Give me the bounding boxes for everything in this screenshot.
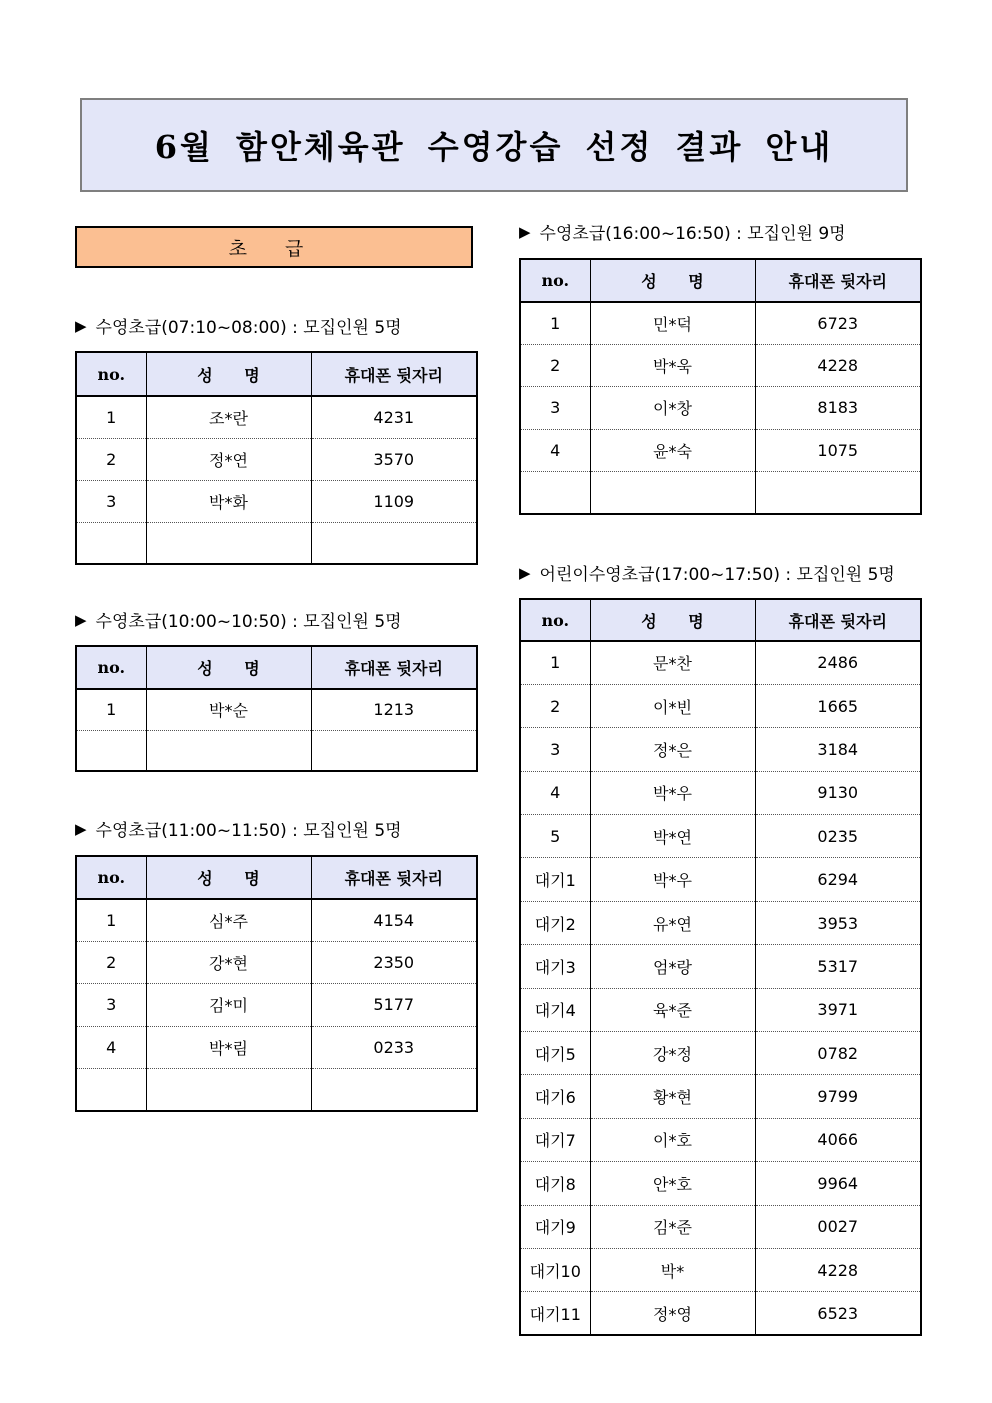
table-row	[76, 480, 477, 522]
header-no: no.	[76, 352, 146, 396]
cell-no: 1	[76, 689, 146, 730]
cell-no	[76, 1069, 146, 1111]
cell-name: 강*현	[146, 941, 311, 983]
cell-name: 박*	[590, 1248, 755, 1291]
cell-phone: 0027	[755, 1205, 921, 1248]
triangle-bullet-icon: ▶	[75, 610, 87, 629]
cell-phone: 9130	[755, 771, 921, 814]
roster-table	[519, 598, 922, 1336]
class-heading-text: 수영초급(11:00~11:50) : 모집인원 5명	[95, 821, 402, 841]
cell-no: 대기9	[520, 1205, 590, 1248]
cell-name: 박*순	[146, 689, 311, 730]
cell-name: 박*욱	[590, 344, 755, 386]
header-name: 성 명	[590, 599, 755, 641]
cell-phone: 6294	[755, 858, 921, 901]
table-row	[520, 945, 921, 988]
cell-name: 이*빈	[590, 684, 755, 727]
cell-phone: 4231	[311, 396, 477, 438]
cell-no: 3	[76, 984, 146, 1026]
triangle-bullet-icon: ▶	[75, 819, 87, 838]
class-heading	[75, 607, 402, 632]
cell-no: 대기7	[520, 1118, 590, 1161]
header-no: no.	[76, 646, 146, 689]
cell-no: 대기8	[520, 1162, 590, 1205]
cell-name: 박*우	[590, 858, 755, 901]
table-row	[520, 472, 921, 514]
class-heading	[75, 816, 402, 841]
table-row	[76, 438, 477, 480]
cell-phone: 0233	[311, 1026, 477, 1068]
table-row	[520, 771, 921, 814]
cell-phone: 9799	[755, 1075, 921, 1118]
table-header-row	[76, 646, 477, 689]
cell-phone: 3570	[311, 438, 477, 480]
cell-name: 박*연	[590, 815, 755, 858]
cell-name: 민*덕	[590, 302, 755, 344]
header-name: 성 명	[146, 352, 311, 396]
cell-name: 이*창	[590, 387, 755, 429]
cell-phone: 0782	[755, 1032, 921, 1075]
header-no: no.	[76, 856, 146, 899]
title-box	[80, 98, 908, 192]
header-phone: 휴대폰 뒷자리	[755, 259, 921, 302]
header-phone: 휴대폰 뒷자리	[311, 352, 477, 396]
cell-phone	[311, 730, 477, 771]
class-heading	[519, 219, 846, 244]
cell-phone: 8183	[755, 387, 921, 429]
cell-no	[520, 472, 590, 514]
cell-name: 정*영	[590, 1292, 755, 1335]
table-row	[76, 689, 477, 730]
table-row	[76, 522, 477, 564]
cell-phone: 1213	[311, 689, 477, 730]
class-heading-text: 수영초급(10:00~10:50) : 모집인원 5명	[95, 612, 402, 632]
cell-name: 윤*숙	[590, 429, 755, 471]
header-phone: 휴대폰 뒷자리	[311, 646, 477, 689]
cell-no: 4	[76, 1026, 146, 1068]
cell-no: 1	[76, 396, 146, 438]
table-row	[520, 1205, 921, 1248]
page-title: 6월 함안체육관 수영강습 선정 결과 안내	[154, 128, 834, 166]
header-phone: 휴대폰 뒷자리	[755, 599, 921, 641]
cell-name	[146, 522, 311, 564]
level-label: 초 급	[75, 226, 473, 268]
table-row	[520, 1292, 921, 1335]
cell-phone: 1075	[755, 429, 921, 471]
cell-no: 1	[76, 899, 146, 941]
cell-name: 박*화	[146, 480, 311, 522]
cell-no: 2	[520, 344, 590, 386]
cell-name: 김*준	[590, 1205, 755, 1248]
cell-phone: 4154	[311, 899, 477, 941]
cell-name: 강*정	[590, 1032, 755, 1075]
cell-phone: 6723	[755, 302, 921, 344]
cell-phone: 2486	[755, 641, 921, 684]
cell-no: 2	[520, 684, 590, 727]
roster-table	[75, 855, 478, 1112]
cell-name: 이*호	[590, 1118, 755, 1161]
header-no: no.	[520, 599, 590, 641]
triangle-bullet-icon: ▶	[519, 222, 531, 241]
cell-no: 4	[520, 429, 590, 471]
cell-no: 대기5	[520, 1032, 590, 1075]
cell-phone: 3953	[755, 901, 921, 944]
table-row	[76, 1069, 477, 1111]
cell-no: 대기11	[520, 1292, 590, 1335]
cell-name: 심*주	[146, 899, 311, 941]
cell-no: 대기3	[520, 945, 590, 988]
table-header-row	[76, 352, 477, 396]
header-name: 성 명	[146, 856, 311, 899]
cell-phone: 5177	[311, 984, 477, 1026]
cell-name	[146, 730, 311, 771]
table-header-row	[76, 856, 477, 899]
cell-no: 대기10	[520, 1248, 590, 1291]
cell-name: 조*란	[146, 396, 311, 438]
cell-no: 1	[520, 302, 590, 344]
table-row	[76, 899, 477, 941]
cell-name: 황*현	[590, 1075, 755, 1118]
cell-no	[76, 522, 146, 564]
cell-no: 4	[520, 771, 590, 814]
cell-name	[590, 472, 755, 514]
roster-table	[75, 351, 478, 565]
table-row	[520, 344, 921, 386]
table-row	[76, 396, 477, 438]
cell-name: 박*림	[146, 1026, 311, 1068]
triangle-bullet-icon: ▶	[519, 563, 531, 582]
table-row	[520, 1118, 921, 1161]
cell-phone: 4228	[755, 344, 921, 386]
table-row	[76, 730, 477, 771]
class-heading-text: 어린이수영초급(17:00~17:50) : 모집인원 5명	[539, 565, 895, 585]
cell-name: 정*은	[590, 728, 755, 771]
cell-no: 대기6	[520, 1075, 590, 1118]
class-heading-text: 수영초급(16:00~16:50) : 모집인원 9명	[539, 224, 846, 244]
cell-phone: 3184	[755, 728, 921, 771]
roster-table	[75, 645, 478, 772]
cell-no: 3	[520, 387, 590, 429]
table-row	[520, 901, 921, 944]
table-row	[76, 984, 477, 1026]
cell-name: 엄*랑	[590, 945, 755, 988]
table-header-row	[520, 259, 921, 302]
table-row	[520, 1075, 921, 1118]
cell-no: 3	[520, 728, 590, 771]
table-row	[520, 641, 921, 684]
cell-name: 육*준	[590, 988, 755, 1031]
cell-phone	[755, 472, 921, 514]
cell-phone: 9964	[755, 1162, 921, 1205]
cell-name	[146, 1069, 311, 1111]
cell-name: 유*연	[590, 901, 755, 944]
class-heading	[519, 560, 895, 585]
cell-phone: 6523	[817, 1303, 859, 1323]
cell-no	[76, 730, 146, 771]
cell-name: 정*연	[146, 438, 311, 480]
cell-name: 김*미	[146, 984, 311, 1026]
cell-phone: 4228	[755, 1248, 921, 1291]
cell-name: 문*찬	[590, 641, 755, 684]
cell-no: 2	[76, 438, 146, 480]
table-row	[520, 988, 921, 1031]
table-row	[520, 302, 921, 344]
cell-no: 5	[520, 815, 590, 858]
cell-no: 대기2	[520, 901, 590, 944]
cell-no: 1	[520, 641, 590, 684]
class-heading-text: 수영초급(07:10~08:00) : 모집인원 5명	[95, 318, 402, 338]
cell-no: 3	[76, 480, 146, 522]
cell-no: 대기4	[520, 988, 590, 1031]
triangle-bullet-icon: ▶	[75, 316, 87, 335]
table-row	[520, 815, 921, 858]
table-row	[520, 1248, 921, 1291]
table-row	[520, 858, 921, 901]
class-heading	[75, 313, 402, 338]
cell-phone: 3971	[755, 988, 921, 1031]
table-row	[520, 387, 921, 429]
header-name: 성 명	[590, 259, 755, 302]
cell-phone: 5317	[755, 945, 921, 988]
cell-no: 2	[76, 941, 146, 983]
cell-phone: 4066	[755, 1118, 921, 1161]
cell-phone: 1109	[311, 480, 477, 522]
cell-name: 박*우	[590, 771, 755, 814]
table-row	[76, 941, 477, 983]
cell-phone: 0235	[755, 815, 921, 858]
roster-table	[519, 258, 922, 515]
cell-name: 안*호	[590, 1162, 755, 1205]
cell-phone: 2350	[311, 941, 477, 983]
table-row	[520, 684, 921, 727]
table-row	[520, 429, 921, 471]
table-row	[520, 728, 921, 771]
cell-phone	[311, 522, 477, 564]
header-no: no.	[520, 259, 590, 302]
table-row	[76, 1026, 477, 1068]
table-header-row	[520, 599, 921, 641]
table-row	[520, 1162, 921, 1205]
header-name: 성 명	[146, 646, 311, 689]
header-phone: 휴대폰 뒷자리	[311, 856, 477, 899]
cell-phone	[311, 1069, 477, 1111]
table-row	[520, 1032, 921, 1075]
cell-phone: 1665	[755, 684, 921, 727]
cell-no: 대기1	[520, 858, 590, 901]
